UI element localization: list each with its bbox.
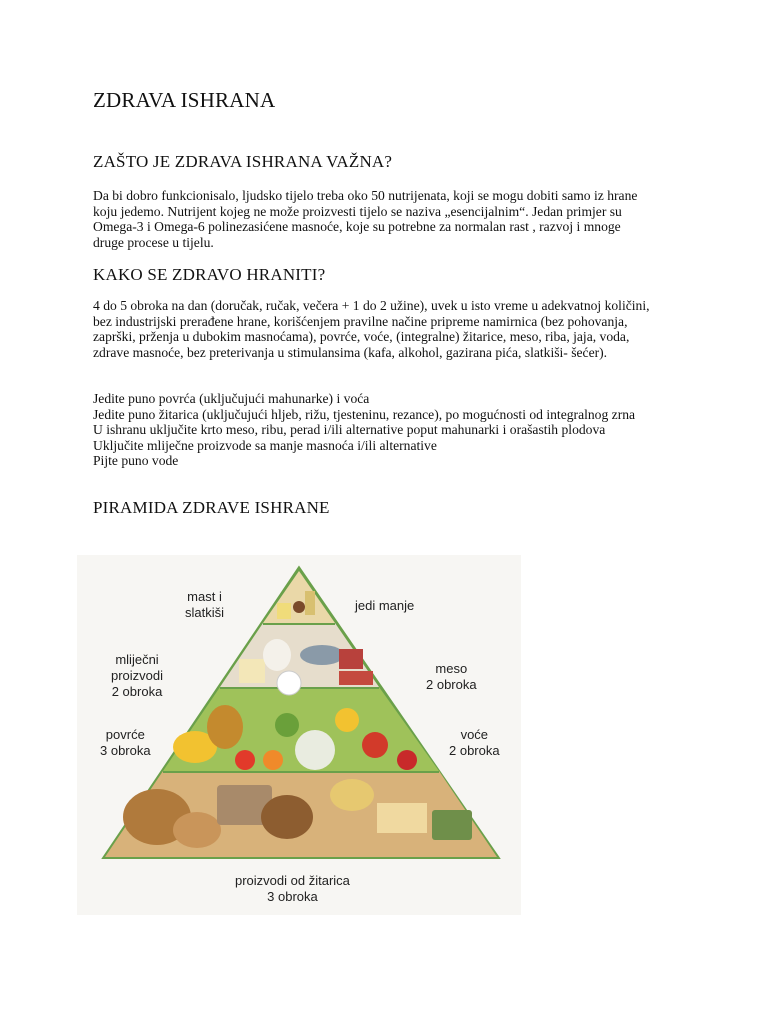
chocolate [293,601,305,613]
text-line: Omega-3 i Omega-6 polinezasićene masnoće, koje su potrebne za normalan rast , razvoj i mnoge [93,219,621,235]
tip-item: Pijte puno vode [93,453,179,469]
section-heading-pyramid: PIRAMIDA ZDRAVE ISHRANE [93,498,330,517]
tip-item: Jedite puno povrća (uključujući mahunarke) i voća [93,391,370,406]
lettuce [275,713,299,737]
text-line: Da bi dobro funkcionisalo, ljudsko tijelo treba oko 50 nutrijenata, koji se mogu dobiti samo iz hrane [93,188,638,203]
section-heading-how: KAKO SE ZDRAVO HRANITI? [93,265,326,284]
text-line: druge procese u tijelu. [93,234,214,250]
label-meat: meso 2 obroka [426,661,477,692]
yogurt [277,671,301,695]
bread-roll [173,812,221,848]
potatoes [330,779,374,811]
salami [339,671,373,685]
butter [277,603,291,619]
pasta-colored [432,810,472,840]
pineapple [207,705,243,749]
fish [300,645,344,665]
food-pyramid-image [77,555,521,915]
page-title: ZDRAVA ISHRANA [93,88,276,112]
strawberries [397,750,417,770]
cauliflower [295,730,335,770]
label-fats-sweets: mast i slatkiši [185,589,225,620]
red-pepper [362,732,388,758]
label-grains: proizvodi od žitarica 3 obroka [235,873,350,904]
section-heading-why: ZAŠTO JE ZDRAVA ISHRANA VAŽNA? [93,152,393,171]
text-line: koju jedemo. Nutrijent kojeg ne može proizvesti tijelo se naziva „esencijalnim“. Jedan primjer su [93,203,622,219]
cheese [239,659,265,683]
orange [263,750,283,770]
yellow-pepper [335,708,359,732]
tip-item: Jedite puno žitarica (uključujući hljeb, rižu, tjesteninu, rezance), po mogućnosti od integralnog zrna [93,406,636,422]
rye-bread [261,795,313,839]
tip-item: Uključite mliječne proizvode sa manje masnoća i/ili alternative [93,437,437,453]
pasta [377,803,427,833]
steak [339,649,363,669]
paragraph-why [93,188,683,250]
milk [263,639,291,671]
text-line: zdrave masnoće, bez preterivanja u stimulansima (kafa, alkohol, gazirana pića, slatkiši- šećer). [93,344,608,360]
tip-item: U ishranu uključite krto meso, ribu, perad i/ili alternative poput mahunarki i orašastih plodova [93,422,606,438]
text-line: bez industrijski prerađene hrane, korišćenjem pravilne načine pripreme namirnica (bez pohovanja, [93,313,628,329]
label-dairy: mliječni proizvodi 2 obroka [111,652,164,699]
label-fruit: voće 2 obroka [449,727,500,758]
label-eat-less: jedi manje [355,598,415,613]
oil-bottle [305,591,315,615]
fats-sweets-tier [263,571,335,623]
tomato [235,750,255,770]
paragraph-how [93,298,683,360]
label-vegetables: povrće 3 obroka [100,727,151,758]
text-line: 4 do 5 obroka na dan (doručak, ručak, večera + 1 do 2 užine), uvek u isto vreme u adekvatnoj količini, [93,298,650,313]
text-line: zaprški, prženja u dubokim masnoćama), povrće, voće, (integralne) žitarice, meso, riba, jaja, voda, [93,329,630,345]
tips-list [93,391,683,469]
